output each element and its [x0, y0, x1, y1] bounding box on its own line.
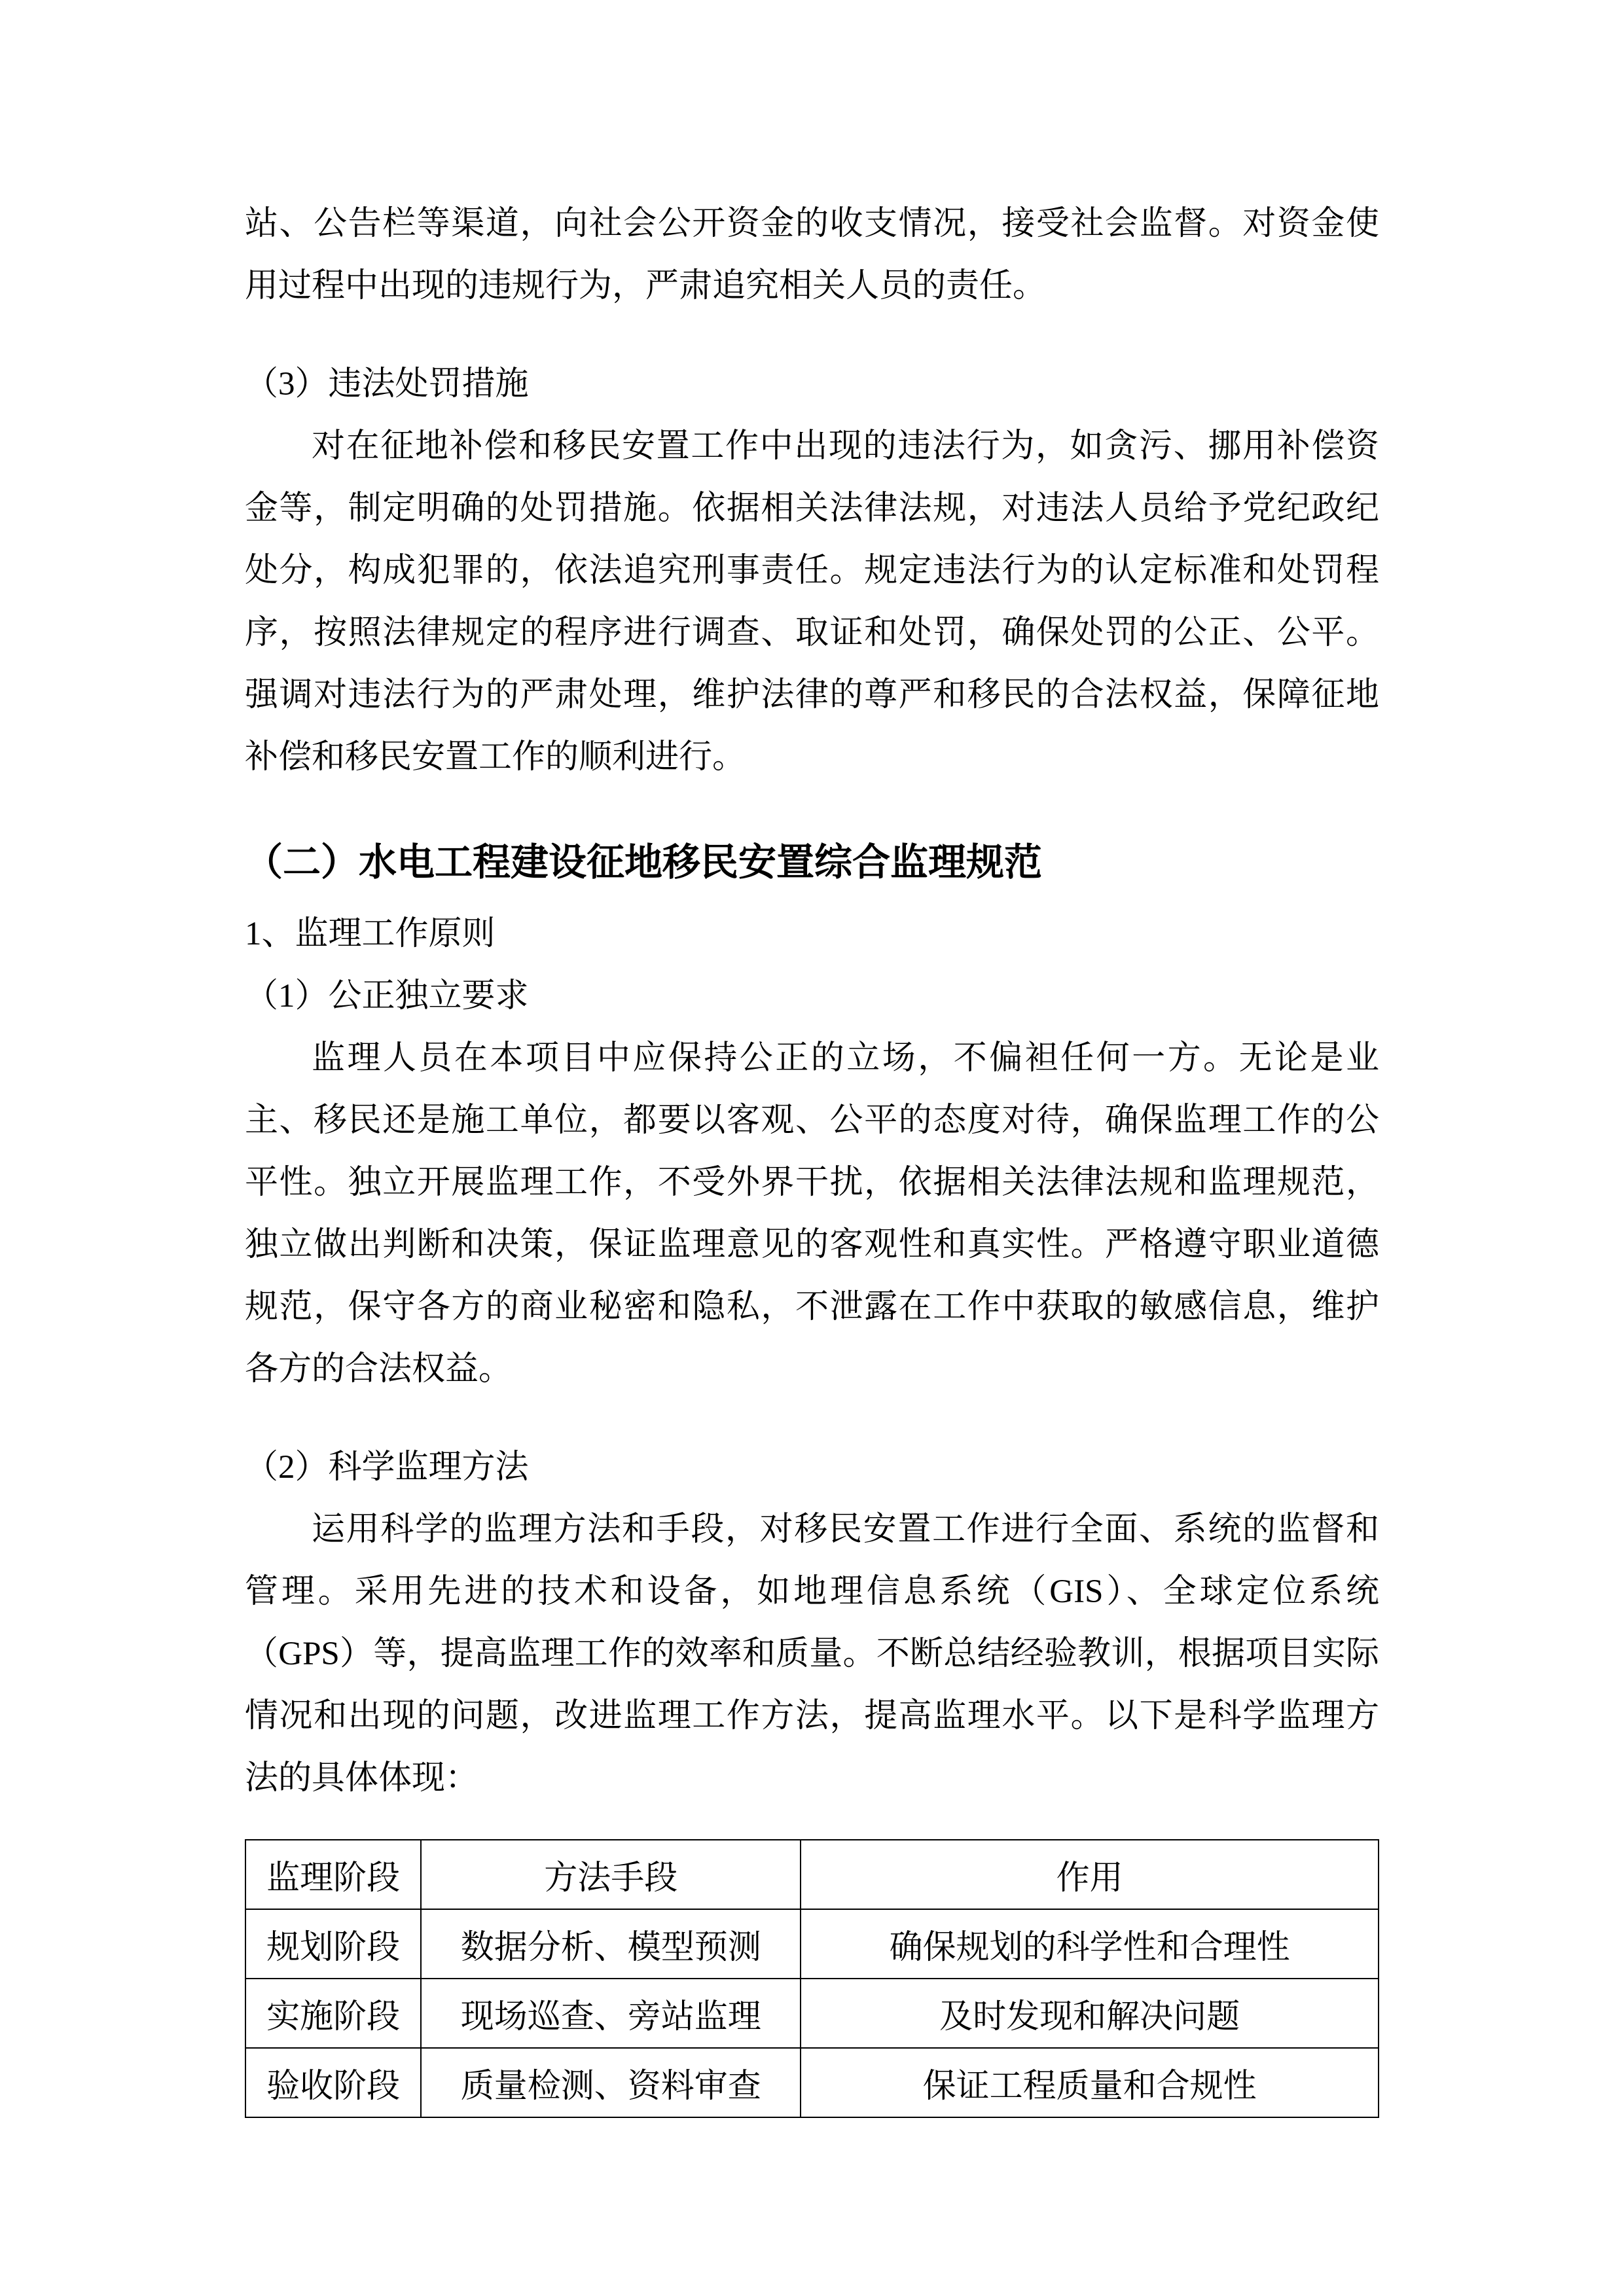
- table-cell-effect: 及时发现和解决问题: [801, 1979, 1379, 2048]
- paragraph-funds-disclosure: 站、公告栏等渠道，向社会公开资金的收支情况，接受社会监督。对资金使用过程中出现的违规行为，严肃追究相关人员的责任。: [245, 206, 1379, 304]
- table-header-effect: 作用: [801, 1840, 1379, 1909]
- subheading-scientific-method: （2）科学监理方法: [245, 1449, 529, 1486]
- section-heading-supervision-standard: （二）水电工程建设征地移民安置综合监理规范: [245, 841, 1043, 884]
- paragraph-punishment-measures: 对在征地补偿和移民安置工作中出现的违法行为，如贪污、挪用补偿资金等，制定明确的处罚措施。依据相关法律法规，对违法人员给予党纪政纪处分，构成犯罪的，依法追究刑事责任。规定违法行为的认定标准和处罚程序，按照法律规定的程序进行调查、取证和处罚，确保处罚的公正、公平。强调对违法行为的严肃处理，维护法律的尊严和移民的合法权益，保障征地补偿和移民安置工作的顺利进行。: [245, 428, 1379, 776]
- table-cell-stage: 实施阶段: [245, 1979, 421, 2048]
- list-heading-supervision-principles: 1、监理工作原则: [245, 916, 496, 952]
- table-cell-stage: 规划阶段: [245, 1909, 421, 1979]
- table-header-stage: 监理阶段: [245, 1840, 421, 1909]
- table-cell-method: 数据分析、模型预测: [421, 1909, 801, 1979]
- table-cell-effect: 保证工程质量和合规性: [801, 2048, 1379, 2117]
- paragraph-scientific-method: 运用科学的监理方法和手段，对移民安置工作进行全面、系统的监督和管理。采用先进的技术和设备，如地理信息系统（GIS）、全球定位系统（GPS）等，提高监理工作的效率和质量。不断总结经验教训，根据项目实际情况和出现的问题，改进监理工作方法，提高监理水平。以下是科学监理方法的具体体现：: [245, 1511, 1379, 1797]
- subheading-fair-independence: （1）公正独立要求: [245, 978, 529, 1014]
- paragraph-fair-independence: 监理人员在本项目中应保持公正的立场，不偏袒任何一方。无论是业主、移民还是施工单位，都要以客观、公平的态度对待，确保监理工作的公平性。独立开展监理工作，不受外界干扰，依据相关法律法规和监理规范，独立做出判断和决策，保证监理意见的客观性和真实性。严格遵守职业道德规范，保守各方的商业秘密和隐私，不泄露在工作中获取的敏感信息，维护各方的合法权益。: [245, 1040, 1379, 1388]
- table-cell-method: 现场巡查、旁站监理: [421, 1979, 801, 2048]
- table-cell-effect: 确保规划的科学性和合理性: [801, 1909, 1379, 1979]
- table-header-row: [245, 1840, 1379, 1909]
- supervision-methods-table: [245, 1839, 1379, 2118]
- table-cell-method: 质量检测、资料审查: [421, 2048, 801, 2117]
- table-row-implementation: [245, 1979, 1379, 2048]
- table-row-acceptance: [245, 2048, 1379, 2117]
- table-header-method: 方法手段: [421, 1840, 801, 1909]
- table-cell-stage: 验收阶段: [245, 2048, 421, 2117]
- table-row-planning: [245, 1909, 1379, 1979]
- subheading-illegal-punishment: （3）违法处罚措施: [245, 366, 529, 403]
